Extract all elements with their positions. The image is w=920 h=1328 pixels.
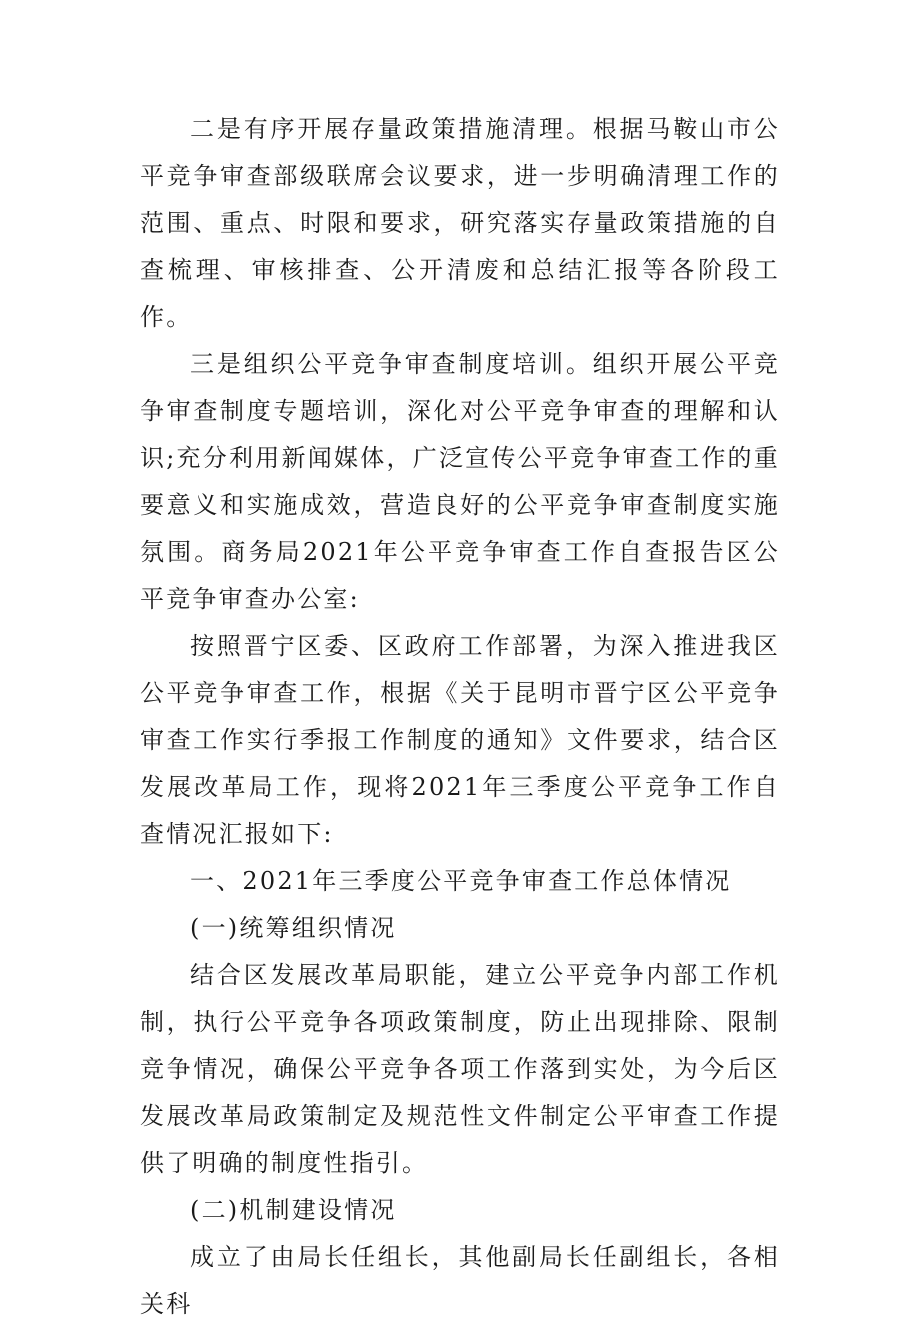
subheading-mechanism: (二)机制建设情况 xyxy=(190,1196,397,1224)
heading-overall-situation: 一、2021年三季度公平竞争审查工作总体情况 xyxy=(190,867,732,895)
paragraph-policy-cleanup: 二是有序开展存量政策措施清理。根据马鞍山市公平竞争审查部级联席会议要求，进一步明确清理工作的范围、重点、时限和要求，研究落实存量政策措施的自查梳理、审核排查、公开清废和总结汇报等各阶段工作。 xyxy=(140,115,780,331)
paragraph-mechanism: 成立了由局长任组长，其他副局长任副组长，各相关科 xyxy=(140,1243,780,1318)
paragraph-organization: 结合区发展改革局职能，建立公平竞争内部工作机制，执行公平竞争各项政策制度，防止出现排除、限制竞争情况，确保公平竞争各项工作落到实处，为今后区发展改革局政策制定及规范性文件制定公平审查工作提供了明确的制度性指引。 xyxy=(140,961,780,1177)
paragraph-training: 三是组织公平竞争审查制度培训。组织开展公平竞争审查制度专题培训，深化对公平竞争审查的理解和认识;充分利用新闻媒体，广泛宣传公平竞争审查工作的重要意义和实施成效，营造良好的公平竞争审查制度实施氛围。商务局2021年公平竞争审查工作自查报告区公平竞争审查办公室: xyxy=(140,350,780,613)
subheading-organization: (一)统筹组织情况 xyxy=(190,914,397,942)
paragraph-report-intro: 按照晋宁区委、区政府工作部署，为深入推进我区公平竞争审查工作，根据《关于昆明市晋宁区公平竞争审查工作实行季报工作制度的通知》文件要求，结合区发展改革局工作，现将2021年三季度公平竞争工作自查情况汇报如下: xyxy=(140,632,780,848)
document-body xyxy=(140,106,780,1328)
